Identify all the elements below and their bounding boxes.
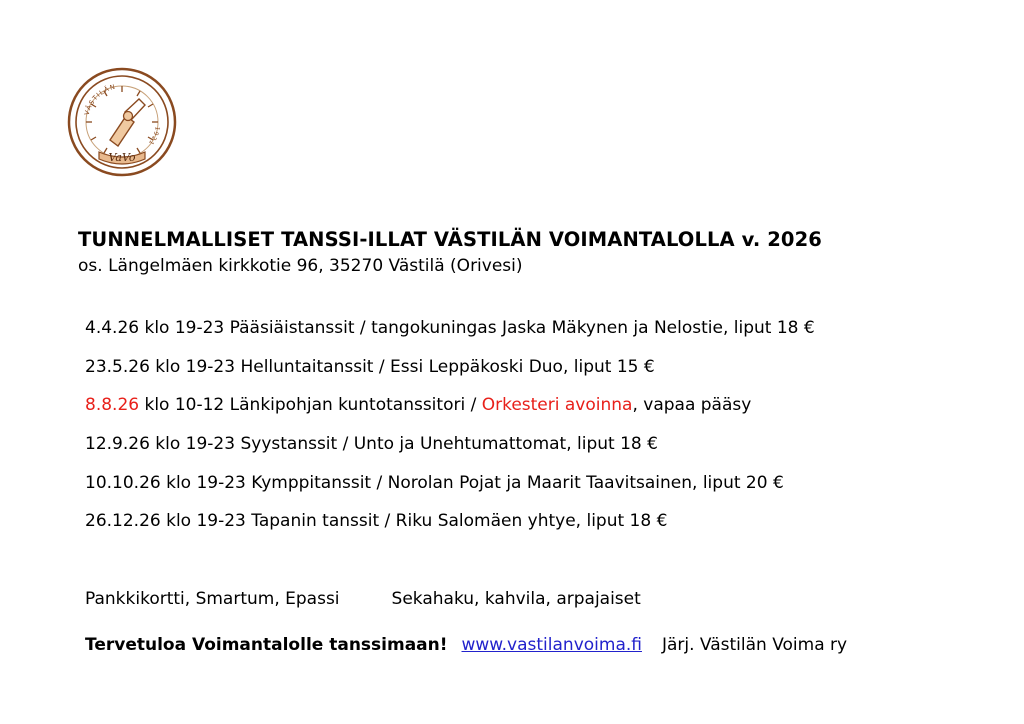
event-description-after: , liput 18 €	[566, 434, 658, 455]
list-item	[85, 396, 978, 415]
event-date: 23.5.26	[85, 356, 150, 377]
event-date: 8.8.26	[85, 395, 140, 416]
event-artist: Unto ja Unehtumattomat	[353, 434, 567, 455]
website-link[interactable]: www.vastilanvoima.fi	[461, 634, 642, 655]
address-line: os. Längelmäen kirkkotie 96, 35270 Västilä (Orivesi)	[78, 255, 523, 276]
event-date: 4.4.26	[85, 318, 140, 339]
event-description-after: , vapaa pääsy	[632, 395, 752, 416]
event-artist: Norolan Pojat ja Maarit Taavitsainen	[387, 472, 693, 493]
organizer-text: Järj. Västilän Voima ry	[661, 634, 848, 655]
event-description-after: , liput 18 €	[575, 511, 668, 532]
event-description-before: klo 19-23 Kymppitanssit /	[160, 472, 388, 493]
event-date: 12.9.26	[85, 434, 150, 455]
services-list: Sekahaku, kahvila, arpajaiset	[391, 589, 641, 610]
poster-content	[78, 228, 978, 655]
event-description-after: , liput 20 €	[692, 472, 784, 493]
event-list	[85, 319, 978, 531]
event-description-after: , liput 15 €	[562, 356, 655, 377]
event-artist: Orkesteri avoinna	[481, 395, 633, 416]
svg-text:1921: 1921	[146, 125, 161, 147]
event-description-before: klo 19-23 Syystanssit /	[149, 434, 354, 455]
list-item	[85, 512, 978, 531]
list-item	[85, 358, 978, 377]
list-item	[85, 319, 978, 338]
footer-info-row	[85, 589, 978, 609]
event-description-before: klo 19-23 Tapanin tanssit /	[160, 511, 396, 532]
list-item	[85, 474, 978, 493]
list-item	[85, 435, 978, 454]
welcome-text: Tervetuloa Voimantalolle tanssimaan!	[85, 634, 448, 655]
vastilan-voima-emblem-icon	[66, 66, 178, 178]
event-artist: tangokuningas Jaska Mäkynen ja Nelostie	[371, 318, 723, 339]
event-description-before: klo 19-23 Pääsiäistanssit /	[139, 318, 372, 339]
event-artist: Essi Leppäkoski Duo	[390, 356, 563, 377]
page-title: TUNNELMALLISET TANSSI-ILLAT VÄSTILÄN VOIMANTALOLLA v. 2026	[78, 228, 822, 251]
svg-text:VÄSTILÄN: VÄSTILÄN	[82, 82, 117, 117]
event-artist: Riku Salomäen yhtye	[395, 511, 576, 532]
event-description-after: , liput 18 €	[722, 318, 815, 339]
event-description-before: klo 19-23 Helluntaitanssit /	[149, 356, 391, 377]
event-date: 10.10.26	[85, 472, 161, 493]
svg-text:VaVo: VaVo	[108, 151, 136, 164]
poster-footer	[85, 589, 978, 655]
footer-welcome-row	[85, 635, 978, 655]
event-description-before: klo 10-12 Länkipohjan kuntotanssitori /	[139, 395, 482, 416]
payment-methods: Pankkikortti, Smartum, Epassi	[85, 589, 340, 610]
event-date: 26.12.26	[85, 511, 161, 532]
